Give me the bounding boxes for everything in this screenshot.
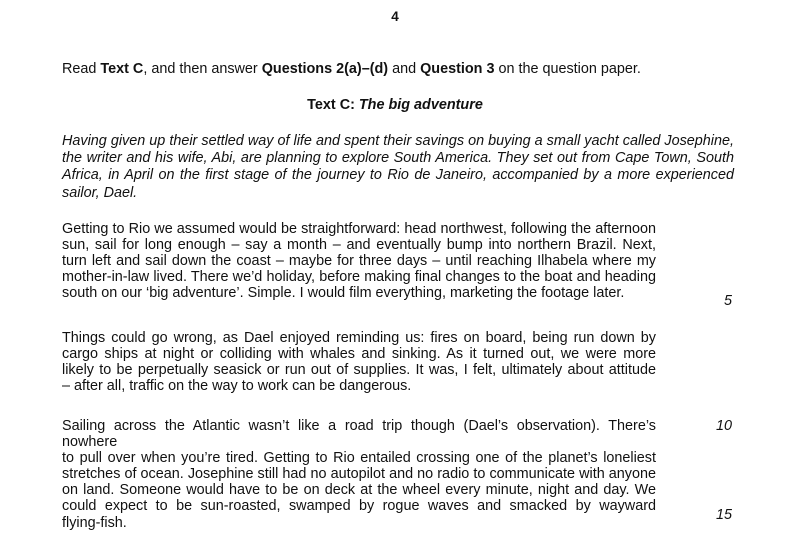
paragraph-line: stretches of ocean. Josephine still had no autopilot and no radio to communicate with anyone	[62, 466, 656, 483]
body-paragraph-3	[62, 418, 656, 531]
paragraph-line: Things could go wrong, as Dael enjoyed reminding us: fires on board, being run down by	[62, 330, 656, 346]
paragraph-line: mother-in-law lived. There we’d holiday, before making final changes to the boat and heading	[62, 269, 656, 286]
paragraph-line: turn left and sail down the coast – maybe for three days – until reaching Ilhabela where my	[62, 253, 656, 270]
paragraph-line: on land. Someone would have to be on deck at the wheel every minute, night and day. We	[62, 482, 656, 499]
instruction-question3-ref: Question 3	[420, 61, 495, 77]
instruction-pre: Read	[62, 61, 101, 77]
intro-paragraph: Having given up their settled way of life and spent their savings on buying a small yacht called Josephine, the writer and his wife, Abi, are planning to explore South America. They set out from Cape Town, South Africa, in April on the first stage of the journey to Rio de Janeiro, accompanied by a more experienced sailor, Dael.	[62, 133, 734, 201]
instruction-mid: , and then answer	[143, 61, 262, 77]
paragraph-line: could expect to be sun-roasted, swamped by rogue waves and smacked by wayward	[62, 498, 656, 515]
paragraph-line: sun, sail for long enough – say a month – and eventually bump into northern Brazil. Next,	[62, 237, 656, 254]
instruction-text-ref: Text C	[100, 61, 144, 77]
instruction-post: on the question paper.	[494, 61, 641, 77]
text-title-name: The big adventure	[358, 97, 483, 113]
instruction	[62, 60, 742, 78]
text-title	[0, 96, 790, 114]
instruction-and: and	[388, 61, 421, 77]
line-number-10: 10	[715, 418, 732, 434]
paragraph-line: to pull over when you’re tired. Getting to Rio entailed crossing one of the planet’s loneliest	[62, 450, 656, 467]
instruction-questions-ref: Questions 2(a)–(d)	[261, 61, 389, 77]
line-number-5: 5	[723, 293, 732, 309]
text-title-label: Text C	[307, 97, 351, 113]
paragraph-line: cargo ships at night or colliding with whales and sinking. As it turned out, we were more	[62, 346, 656, 363]
paragraph-line: south on our ‘big adventure’. Simple. I would film everything, marketing the footage later.	[62, 285, 625, 302]
body-paragraph-2	[62, 330, 656, 394]
text-title-separator: :	[350, 97, 359, 113]
paragraph-line: likely to be perpetually seasick or run out of supplies. It was, I felt, ultimately about attitude	[62, 362, 656, 379]
page-number: 4	[391, 9, 399, 24]
body-paragraph-1	[62, 221, 656, 301]
paragraph-line: Getting to Rio we assumed would be straightforward: head northwest, following the afternoon	[62, 221, 656, 237]
paragraph-line: flying-fish.	[62, 514, 127, 531]
line-number-15: 15	[715, 507, 732, 523]
paragraph-line: Sailing across the Atlantic wasn’t like a road trip though (Dael’s observation). There’s nowhere	[62, 418, 656, 451]
paragraph-line: – after all, traffic on the way to work can be dangerous.	[62, 378, 412, 395]
